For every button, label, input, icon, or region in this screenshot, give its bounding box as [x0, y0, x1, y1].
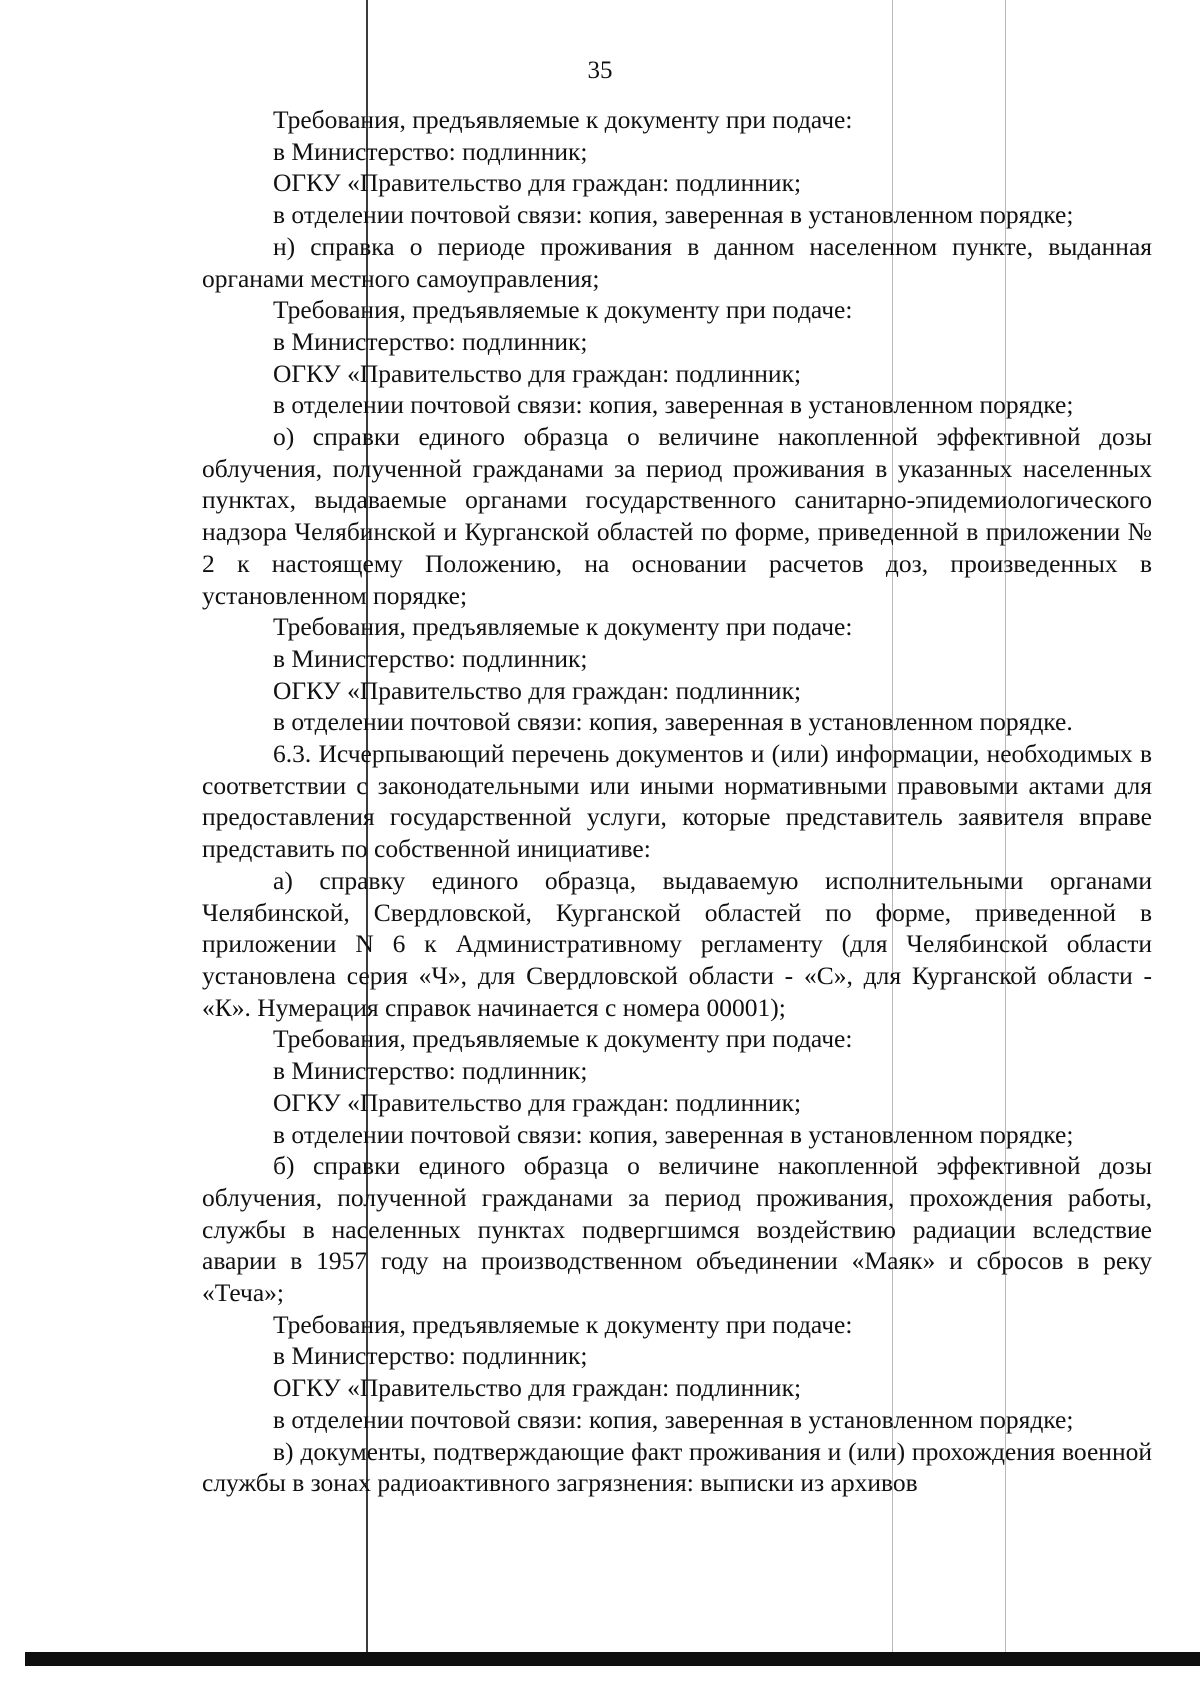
requirement-line: ОГКУ «Правительство для граждан: подлинник; [273, 675, 802, 705]
requirement-line: Требования, предъявляемые к документу при подаче: [273, 1309, 853, 1339]
requirement-line: в отделении почтовой связи: копия, заверенная в установленном порядке; [273, 200, 1074, 230]
requirement-line: в Министерство: подлинник; [273, 1056, 588, 1086]
requirement-line: в Министерство: подлинник; [273, 643, 588, 673]
document-paragraph: о) справки единого образца о величине накопленной эффективной дозы облучения, полученной гражданами за период проживания в указанных населенных пунктах, выдаваемые органами государственного санитарно-эпидемиологического надзора Челябинской и Курганской областей по форме, приведенной в приложении № 2 к настоящему Положению, на основании расчетов доз, произведенных в установленном порядке; [202, 422, 1152, 610]
requirement-line: в Министерство: подлинник; [273, 136, 588, 166]
document-paragraph: н) справка о периоде проживания в данном населенном пункте, выданная органами местного самоуправления; [202, 231, 1152, 293]
document-paragraph: в) документы, подтверждающие факт проживания и (или) прохождения военной службы в зонах радиоактивного загрязнения: выписки из архивов [202, 1436, 1152, 1498]
requirement-line: в Министерство: подлинник; [273, 326, 588, 356]
document-paragraph: б) справки единого образца о величине накопленной эффективной дозы облучения, полученной гражданами за период проживания, прохождения работы, службы в населенных пунктах подвергшимся воздействию радиации вследствие аварии в 1957 году на производственном объединении «Маяк» и сбросов в реку «Теча»; [202, 1151, 1152, 1308]
requirement-line: ОГКУ «Правительство для граждан: подлинник; [273, 1087, 802, 1117]
page-number: 35 [587, 57, 613, 84]
requirement-line: в отделении почтовой связи: копия, заверенная в установленном порядке; [273, 1404, 1074, 1434]
scan-artifact-bar [25, 1652, 1200, 1666]
requirement-line: ОГКУ «Правительство для граждан: подлинник; [273, 168, 802, 198]
requirement-line: в Министерство: подлинник; [273, 1341, 588, 1371]
requirement-line: Требования, предъявляемые к документу при подаче: [273, 105, 853, 134]
document-body [202, 104, 1152, 1499]
requirement-line: в отделении почтовой связи: копия, заверенная в установленном порядке; [273, 1119, 1074, 1149]
requirement-line: ОГКУ «Правительство для граждан: подлинник; [273, 1373, 802, 1403]
requirement-line: в отделении почтовой связи: копия, заверенная в установленном порядке. [273, 707, 1073, 737]
requirement-line: Требования, предъявляемые к документу при подаче: [273, 1024, 853, 1054]
document-paragraph: 6.3. Исчерпывающий перечень документов и (или) информации, необходимых в соответствии с законодательными или иными нормативными правовыми актами для предоставления государственной услуги, которые представитель заявителя вправе представить по собственной инициативе: [202, 739, 1152, 864]
requirement-line: Требования, предъявляемые к документу при подаче: [273, 612, 853, 642]
requirement-line: ОГКУ «Правительство для граждан: подлинник; [273, 358, 802, 388]
document-paragraph: а) справку единого образца, выдаваемую исполнительными органами Челябинской, Свердловской, Курганской областей по форме, приведенной в приложении N 6 к Административному регламенту (для Челябинской области установлена серия «Ч», для Свердловской области - «С», для Курганской области - «К». Нумерация справок начинается с номера 00001); [202, 865, 1152, 1022]
requirement-line: в отделении почтовой связи: копия, заверенная в установленном порядке; [273, 390, 1074, 420]
requirement-line: Требования, предъявляемые к документу при подаче: [273, 295, 853, 325]
